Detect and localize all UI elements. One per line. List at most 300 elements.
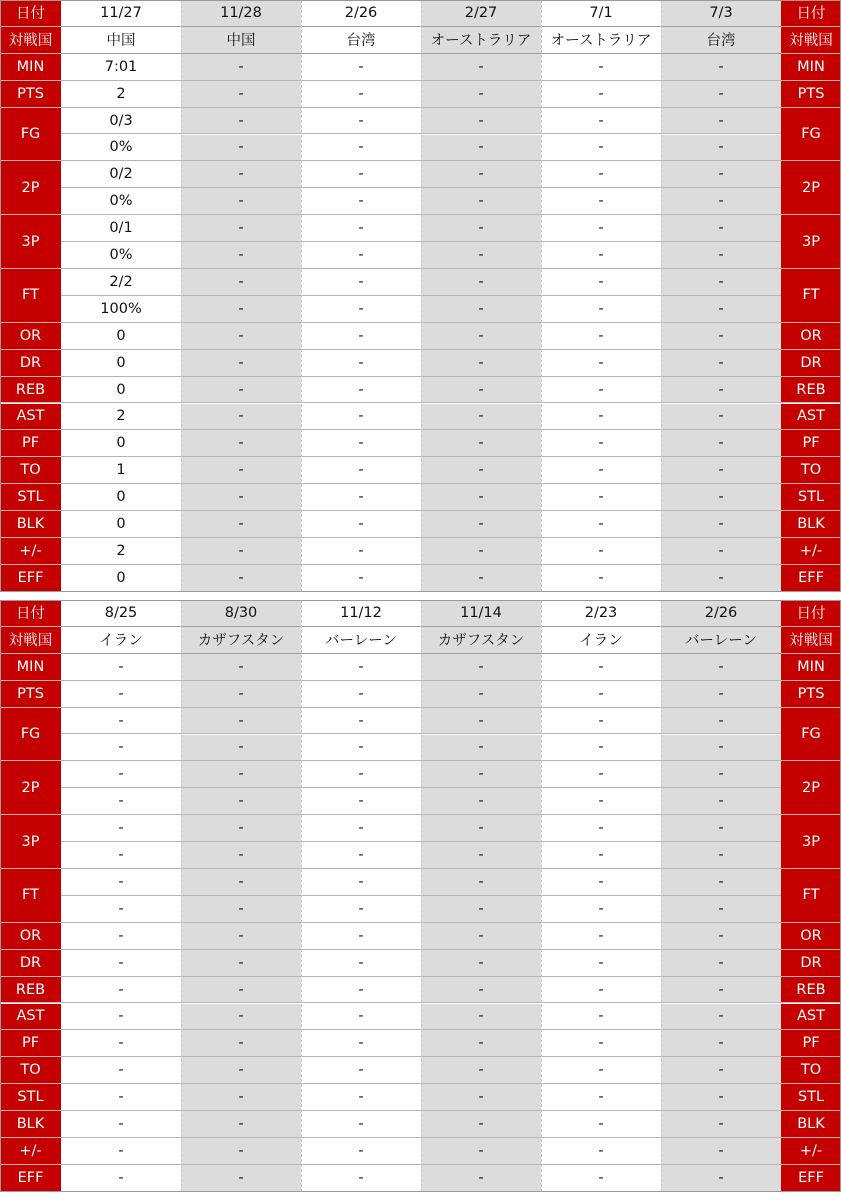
stat-cell: - (661, 54, 781, 81)
row-label-reb-right: REB (781, 977, 841, 1004)
stat-cell: - (661, 1111, 781, 1138)
row-label-fg: FG (0, 108, 61, 162)
stat-cell: - (181, 377, 301, 404)
stat-cell: - (181, 923, 301, 950)
stat-cell: - (541, 1084, 661, 1111)
stat-cell: - (301, 269, 421, 296)
stat-cell: - (541, 565, 661, 592)
stat-cell: - (181, 681, 301, 708)
stat-cell: - (181, 457, 301, 484)
stat-cell: - (661, 457, 781, 484)
stat-cell: - (541, 161, 661, 188)
stat-cell: - (541, 242, 661, 269)
column-divider (661, 0, 662, 592)
stat-cell: - (301, 242, 421, 269)
stat-cell: - (541, 404, 661, 431)
game-date-cell: 11/27 (61, 0, 181, 27)
stat-cell: - (541, 1057, 661, 1084)
stat-cell: - (421, 761, 541, 788)
stat-cell: - (541, 108, 661, 135)
stat-cell: - (181, 869, 301, 896)
row-label-min-right: MIN (781, 654, 841, 681)
game-opponent-cell: 中国 (61, 27, 181, 54)
row-label-pf-right: PF (781, 430, 841, 457)
stat-cell: - (61, 896, 181, 923)
stat-cell: - (421, 81, 541, 108)
column-divider (421, 600, 422, 1192)
game-date-cell: 2/26 (661, 600, 781, 627)
stats-table-2 (0, 600, 841, 1192)
stat-cell: - (421, 1004, 541, 1031)
stat-cell: - (301, 484, 421, 511)
stat-cell: - (421, 430, 541, 457)
stat-cell: - (301, 1057, 421, 1084)
row-label-min-right: MIN (781, 54, 841, 81)
stat-cell: - (181, 815, 301, 842)
row-label-pm-right: +/- (781, 538, 841, 565)
row-label-ft: FT (0, 269, 61, 323)
stat-cell: - (61, 869, 181, 896)
row-label-2p: 2P (0, 761, 61, 815)
stat-cell: 0% (61, 242, 181, 269)
stat-cell: - (541, 869, 661, 896)
stat-cell: 0 (61, 430, 181, 457)
stat-cell: - (661, 869, 781, 896)
stat-cell: - (541, 269, 661, 296)
stat-cell: - (541, 681, 661, 708)
stat-cell: - (301, 135, 421, 162)
stat-cell: - (301, 430, 421, 457)
stat-cell: - (661, 161, 781, 188)
stat-cell: - (421, 977, 541, 1004)
stat-cell: - (541, 135, 661, 162)
stat-cell: - (421, 377, 541, 404)
stat-cell: - (661, 654, 781, 681)
stat-cell: - (421, 242, 541, 269)
stat-cell: - (301, 977, 421, 1004)
stat-cell: 1 (61, 457, 181, 484)
row-label-pts: PTS (0, 81, 61, 108)
stat-cell: - (61, 1057, 181, 1084)
stat-cell: - (421, 404, 541, 431)
row-label-stl-right: STL (781, 1084, 841, 1111)
stat-cell: - (421, 1138, 541, 1165)
stat-cell: 0 (61, 511, 181, 538)
game-date-cell: 7/3 (661, 0, 781, 27)
row-label-dr-right: DR (781, 950, 841, 977)
stat-cell: - (541, 296, 661, 323)
stat-cell: - (61, 1138, 181, 1165)
stat-cell: - (661, 1165, 781, 1192)
stat-cell: - (301, 81, 421, 108)
stat-cell: - (661, 323, 781, 350)
row-label-2p: 2P (0, 161, 61, 215)
row-label-to-right: TO (781, 1057, 841, 1084)
stat-cell: - (61, 842, 181, 869)
stat-cell: 2 (61, 81, 181, 108)
stat-cell: - (541, 896, 661, 923)
game-date-cell: 8/30 (181, 600, 301, 627)
column-divider (181, 0, 182, 592)
stat-cell: - (661, 430, 781, 457)
row-label-reb-right: REB (781, 377, 841, 404)
stat-cell: - (541, 815, 661, 842)
stat-cell: - (661, 135, 781, 162)
stat-cell: 0 (61, 565, 181, 592)
row-label-reb: REB (0, 377, 61, 404)
stat-cell: - (661, 761, 781, 788)
stat-cell: - (421, 815, 541, 842)
stat-cell: - (181, 977, 301, 1004)
stat-cell: - (661, 538, 781, 565)
row-label-eff: EFF (0, 1165, 61, 1192)
game-opponent-cell: バーレーン (301, 627, 421, 654)
stat-cell: - (541, 215, 661, 242)
stat-cell: - (301, 1165, 421, 1192)
stat-cell: - (421, 1057, 541, 1084)
stat-cell: - (541, 923, 661, 950)
stat-cell: - (661, 565, 781, 592)
row-label-dr-right: DR (781, 350, 841, 377)
column-divider (541, 0, 542, 592)
stat-cell: 0/3 (61, 108, 181, 135)
stat-cell: - (421, 788, 541, 815)
stat-cell: - (181, 81, 301, 108)
stat-cell: - (661, 977, 781, 1004)
stat-cell: - (301, 538, 421, 565)
stat-cell: - (541, 1004, 661, 1031)
row-label-ft: FT (0, 869, 61, 923)
stat-cell: - (61, 977, 181, 1004)
game-date-cell: 11/28 (181, 0, 301, 27)
stat-cell: - (61, 708, 181, 735)
stat-cell: - (181, 188, 301, 215)
stat-cell: - (661, 815, 781, 842)
stat-cell: - (541, 1111, 661, 1138)
game-opponent-cell: カザフスタン (421, 627, 541, 654)
stat-cell: - (661, 950, 781, 977)
stat-cell: 0/2 (61, 161, 181, 188)
stat-cell: - (541, 977, 661, 1004)
stat-cell: - (181, 135, 301, 162)
stat-cell: - (421, 269, 541, 296)
stat-cell: - (301, 54, 421, 81)
stat-cell: - (181, 161, 301, 188)
stat-cell: - (541, 188, 661, 215)
stat-cell: - (661, 1057, 781, 1084)
row-label-blk: BLK (0, 1111, 61, 1138)
stat-cell: - (181, 1057, 301, 1084)
game-date-cell: 2/23 (541, 600, 661, 627)
stat-cell: - (181, 430, 301, 457)
row-label-reb: REB (0, 977, 61, 1004)
stat-cell: - (421, 484, 541, 511)
stat-cell: - (541, 511, 661, 538)
stat-cell: - (541, 457, 661, 484)
stat-cell: - (301, 1030, 421, 1057)
stat-cell: - (541, 484, 661, 511)
stat-cell: - (541, 323, 661, 350)
stat-cell: - (301, 708, 421, 735)
row-label-2p-right: 2P (781, 161, 841, 215)
stat-cell: - (421, 215, 541, 242)
stat-cell: - (301, 215, 421, 242)
stat-cell: - (541, 377, 661, 404)
stat-cell: - (301, 923, 421, 950)
row-label-opponent-right: 対戦国 (781, 627, 841, 654)
row-label-date: 日付 (0, 600, 61, 627)
row-label-fg: FG (0, 708, 61, 762)
row-label-to: TO (0, 1057, 61, 1084)
row-label-pts-right: PTS (781, 81, 841, 108)
stat-cell: - (661, 788, 781, 815)
row-label-blk-right: BLK (781, 511, 841, 538)
row-label-opponent: 対戦国 (0, 27, 61, 54)
row-label-stl: STL (0, 484, 61, 511)
row-label-eff-right: EFF (781, 1165, 841, 1192)
stat-cell: - (301, 788, 421, 815)
row-label-eff: EFF (0, 565, 61, 592)
stat-cell: - (301, 1138, 421, 1165)
row-label-pf: PF (0, 1030, 61, 1057)
stat-cell: - (61, 1165, 181, 1192)
column-divider (661, 600, 662, 1192)
stat-cell: - (301, 735, 421, 762)
column-divider (301, 600, 302, 1192)
stat-cell: 0 (61, 350, 181, 377)
row-label-or: OR (0, 923, 61, 950)
stat-cell: - (301, 511, 421, 538)
stat-cell: 2 (61, 538, 181, 565)
stat-cell: - (421, 681, 541, 708)
game-opponent-cell: イラン (541, 627, 661, 654)
row-label-fg-right: FG (781, 708, 841, 762)
stats-table-1 (0, 0, 841, 592)
stat-cell: - (541, 761, 661, 788)
stat-cell: 0 (61, 484, 181, 511)
stat-cell: - (301, 188, 421, 215)
stat-cell: - (301, 1111, 421, 1138)
stat-cell: - (61, 1111, 181, 1138)
stat-cell: - (61, 1084, 181, 1111)
game-opponent-cell: イラン (61, 627, 181, 654)
stat-cell: - (421, 842, 541, 869)
stat-cell: - (661, 269, 781, 296)
stat-cell: - (301, 761, 421, 788)
stat-cell: - (181, 842, 301, 869)
stat-cell: - (421, 54, 541, 81)
stat-cell: - (421, 350, 541, 377)
stat-cell: - (661, 215, 781, 242)
stat-cell: - (421, 654, 541, 681)
game-opponent-cell: バーレーン (661, 627, 781, 654)
stat-cell: - (181, 896, 301, 923)
stat-cell: - (301, 457, 421, 484)
stat-cell: - (421, 1084, 541, 1111)
stat-cell: - (181, 654, 301, 681)
stat-cell: - (421, 735, 541, 762)
game-date-cell: 2/26 (301, 0, 421, 27)
stat-cell: 2/2 (61, 269, 181, 296)
stat-cell: - (541, 1138, 661, 1165)
stat-cell: - (421, 923, 541, 950)
stat-cell: - (661, 1030, 781, 1057)
column-divider (421, 0, 422, 592)
stat-cell: - (181, 323, 301, 350)
stat-cell: - (61, 681, 181, 708)
stat-cell: - (661, 896, 781, 923)
stat-cell: - (661, 377, 781, 404)
stat-cell: - (421, 1165, 541, 1192)
row-label-ft-right: FT (781, 269, 841, 323)
row-label-eff-right: EFF (781, 565, 841, 592)
game-date-cell: 2/27 (421, 0, 541, 27)
row-label-3p-right: 3P (781, 215, 841, 269)
stat-cell: - (181, 1084, 301, 1111)
row-label-stl-right: STL (781, 484, 841, 511)
stat-cell: - (421, 950, 541, 977)
row-label-blk-right: BLK (781, 1111, 841, 1138)
game-date-cell: 11/12 (301, 600, 421, 627)
row-label-opponent: 対戦国 (0, 627, 61, 654)
stat-cell: - (301, 108, 421, 135)
stat-cell: 0 (61, 377, 181, 404)
stat-cell: - (541, 708, 661, 735)
row-label-ast-right: AST (781, 404, 841, 431)
stat-cell: - (661, 350, 781, 377)
stat-cell: - (661, 1084, 781, 1111)
stat-cell: - (301, 815, 421, 842)
row-label-min: MIN (0, 654, 61, 681)
stat-cell: - (61, 950, 181, 977)
stat-cell: - (421, 1111, 541, 1138)
stat-cell: - (541, 1165, 661, 1192)
stat-cell: - (61, 654, 181, 681)
row-label-ast: AST (0, 404, 61, 431)
row-label-pf: PF (0, 430, 61, 457)
stat-cell: - (421, 135, 541, 162)
stat-cell: - (181, 1004, 301, 1031)
stat-cell: - (301, 896, 421, 923)
row-label-or: OR (0, 323, 61, 350)
stat-cell: - (661, 242, 781, 269)
stat-cell: - (421, 708, 541, 735)
stat-cell: - (181, 404, 301, 431)
stat-cell: - (181, 484, 301, 511)
stat-cell: - (61, 735, 181, 762)
stat-cell: - (421, 323, 541, 350)
stat-cell: - (661, 1138, 781, 1165)
game-date-cell: 7/1 (541, 0, 661, 27)
stat-cell: - (541, 950, 661, 977)
row-label-pf-right: PF (781, 1030, 841, 1057)
stat-cell: - (181, 350, 301, 377)
stat-cell: - (661, 923, 781, 950)
stat-cell: - (61, 923, 181, 950)
column-divider (541, 600, 542, 1192)
stat-cell: 0% (61, 135, 181, 162)
stat-cell: 0 (61, 323, 181, 350)
game-opponent-cell: オーストラリア (421, 27, 541, 54)
row-label-opponent-right: 対戦国 (781, 27, 841, 54)
stat-cell: - (661, 708, 781, 735)
stat-cell: - (181, 296, 301, 323)
stat-cell: - (421, 296, 541, 323)
stat-cell: - (301, 296, 421, 323)
stat-cell: 0% (61, 188, 181, 215)
stat-cell: - (541, 538, 661, 565)
stat-cell: - (421, 565, 541, 592)
stat-cell: 0/1 (61, 215, 181, 242)
stat-cell: - (181, 735, 301, 762)
game-opponent-cell: 中国 (181, 27, 301, 54)
stat-cell: - (181, 565, 301, 592)
game-date-cell: 8/25 (61, 600, 181, 627)
stat-cell: - (541, 54, 661, 81)
stat-cell: - (541, 430, 661, 457)
stat-cell: - (181, 538, 301, 565)
stat-cell: - (181, 215, 301, 242)
stat-cell: - (61, 815, 181, 842)
row-label-stl: STL (0, 1084, 61, 1111)
row-label-pm: +/- (0, 1138, 61, 1165)
stat-cell: - (661, 108, 781, 135)
row-label-fg-right: FG (781, 108, 841, 162)
row-label-pts-right: PTS (781, 681, 841, 708)
row-label-3p-right: 3P (781, 815, 841, 869)
row-label-blk: BLK (0, 511, 61, 538)
stat-cell: - (661, 81, 781, 108)
stat-cell: - (181, 54, 301, 81)
stat-cell: - (301, 1004, 421, 1031)
stat-cell: - (301, 950, 421, 977)
stat-cell: - (541, 788, 661, 815)
stat-cell: - (61, 1004, 181, 1031)
row-label-or-right: OR (781, 323, 841, 350)
row-label-pm-right: +/- (781, 1138, 841, 1165)
stat-cell: - (301, 404, 421, 431)
stat-cell: - (421, 161, 541, 188)
row-label-ft-right: FT (781, 869, 841, 923)
column-divider (181, 600, 182, 1192)
row-label-3p: 3P (0, 215, 61, 269)
stat-cell: - (61, 788, 181, 815)
stat-cell: - (421, 896, 541, 923)
stat-cell: - (181, 511, 301, 538)
stat-cell: 100% (61, 296, 181, 323)
stat-cell: 2 (61, 404, 181, 431)
stat-cell: - (661, 188, 781, 215)
stat-cell: - (301, 842, 421, 869)
stat-cell: - (181, 1165, 301, 1192)
row-label-3p: 3P (0, 815, 61, 869)
stat-cell: - (421, 1030, 541, 1057)
row-label-dr: DR (0, 950, 61, 977)
stat-cell: - (661, 296, 781, 323)
stat-cell: - (301, 869, 421, 896)
stat-cell: - (181, 708, 301, 735)
game-opponent-cell: カザフスタン (181, 627, 301, 654)
game-opponent-cell: オーストラリア (541, 27, 661, 54)
game-date-cell: 11/14 (421, 600, 541, 627)
stat-cell: - (181, 761, 301, 788)
stat-cell: - (541, 735, 661, 762)
stat-cell: - (181, 1138, 301, 1165)
stat-cell: - (181, 269, 301, 296)
stat-cell: - (61, 1030, 181, 1057)
row-label-min: MIN (0, 54, 61, 81)
row-label-date-right: 日付 (781, 0, 841, 27)
